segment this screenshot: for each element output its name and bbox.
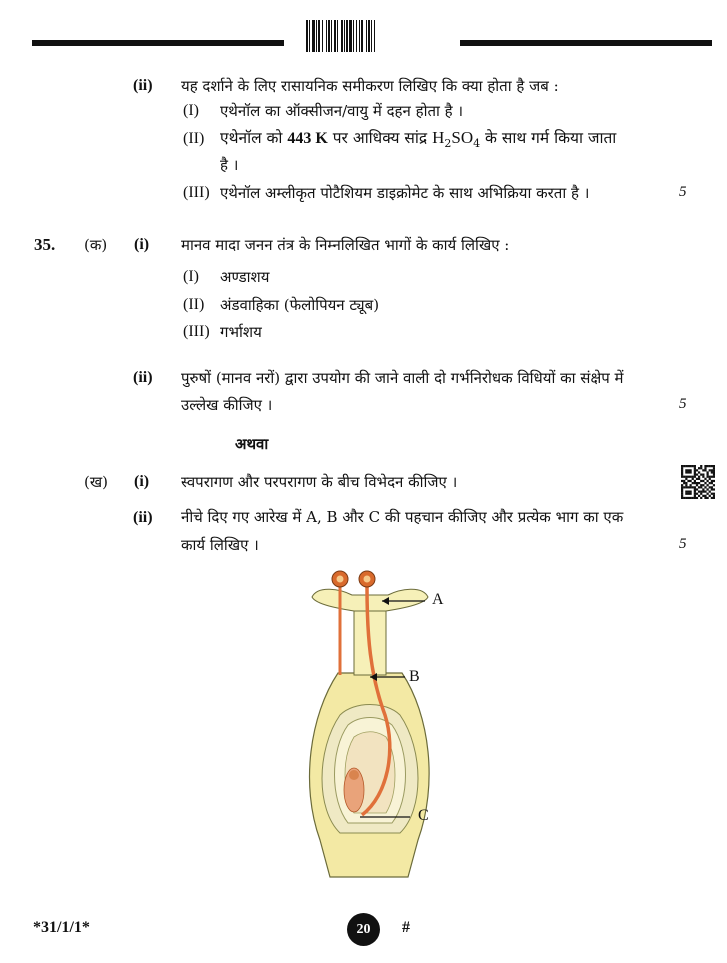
q35-part-b-label: (ख) — [84, 473, 108, 491]
q35-a-i-item-1-num: (I) — [183, 268, 199, 285]
qr-module — [692, 465, 694, 467]
qr-module — [685, 478, 687, 480]
qr-module — [696, 469, 698, 471]
qr-module — [711, 476, 713, 478]
qr-module — [698, 486, 700, 488]
qr-module — [687, 493, 689, 495]
paper-code: *31/1/1* — [33, 919, 90, 936]
q34-ii-item-3-num: (III) — [183, 184, 210, 201]
qr-module — [681, 474, 683, 476]
qr-module — [713, 495, 715, 497]
q34-ii-label: (ii) — [133, 77, 153, 94]
q35-a-i-item-1-text: अण्डाशय — [220, 268, 270, 286]
qr-module — [687, 469, 689, 471]
q34-ii-item-2-text — [220, 128, 616, 154]
barcode-bar — [356, 20, 357, 52]
qr-module — [687, 491, 689, 493]
qr-module — [698, 482, 700, 484]
stigma — [312, 589, 428, 611]
qr-module — [702, 488, 704, 490]
q34-item-2-part-c: के साथ गर्म किया जाता — [480, 129, 617, 147]
q35-a-i-text: मानव मादा जनन तंत्र के निम्नलिखित भागों के कार्य लिखिए : — [181, 236, 510, 254]
barcode-bar — [328, 20, 330, 52]
qr-module — [700, 497, 702, 499]
qr-module — [694, 482, 696, 484]
qr-module — [704, 467, 706, 469]
qr-module — [711, 493, 713, 495]
barcode-bar — [349, 20, 352, 52]
qr-module — [690, 480, 692, 482]
qr-module — [713, 465, 715, 467]
qr-module — [685, 484, 687, 486]
qr-module — [694, 486, 696, 488]
qr-module — [707, 474, 709, 476]
diagram-label-a: A — [432, 591, 444, 608]
q35-b-ii-line-1: नीचे दिए गए आरेख में A, B और C की पहचान कीजिए और प्रत्येक भाग का एक — [181, 508, 624, 526]
qr-module — [694, 471, 696, 473]
qr-module — [696, 493, 698, 495]
qr-module — [694, 488, 696, 490]
qr-module — [707, 471, 709, 473]
qr-module — [690, 491, 692, 493]
qr-module — [700, 486, 702, 488]
qr-module — [690, 469, 692, 471]
q35-a-i-label: (i) — [134, 236, 150, 253]
qr-module — [696, 482, 698, 484]
q34-ii-item-1-num: (I) — [183, 102, 199, 119]
qr-module — [687, 465, 689, 467]
qr-module — [687, 476, 689, 478]
qr-module — [690, 471, 692, 473]
q34-ii-item-1-text: एथेनॉल का ऑक्सीजन/वायु में दहन होता है । — [220, 102, 464, 120]
qr-module — [702, 484, 704, 486]
barcode-bar — [344, 20, 345, 52]
qr-module — [694, 493, 696, 495]
qr-module — [681, 476, 683, 478]
barcode-bar — [306, 20, 308, 52]
qr-module — [685, 469, 687, 471]
qr-module — [711, 488, 713, 490]
qr-module — [713, 476, 715, 478]
qr-module — [711, 469, 713, 471]
qr-module — [685, 493, 687, 495]
qr-module — [711, 497, 713, 499]
qr-module — [702, 495, 704, 497]
barcode-bar — [359, 20, 360, 52]
qr-module — [685, 476, 687, 478]
qr-module — [709, 482, 711, 484]
qr-module — [692, 482, 694, 484]
qr-module — [683, 497, 685, 499]
qr-module — [698, 467, 700, 469]
qr-module — [707, 465, 709, 467]
qr-module — [698, 471, 700, 473]
barcode-bar — [334, 20, 336, 52]
barcode-bar — [353, 20, 354, 52]
qr-module — [685, 471, 687, 473]
qr-module — [681, 497, 683, 499]
formula-h: H — [432, 128, 445, 147]
qr-module — [687, 480, 689, 482]
qr-module — [709, 469, 711, 471]
barcode-bar — [309, 20, 310, 52]
q34-ii-text: यह दर्शाने के लिए रासायनिक समीकरण लिखिए कि क्या होता है जब : — [181, 77, 559, 95]
qr-module — [713, 469, 715, 471]
q35-a-i-item-2-text: अंडवाहिका (फेलोपियन ट्यूब) — [220, 296, 380, 314]
qr-module — [709, 478, 711, 480]
qr-module — [702, 474, 704, 476]
diagram-label-c: C — [418, 807, 429, 824]
qr-module — [681, 484, 683, 486]
qr-module — [704, 491, 706, 493]
diagram-label-b: B — [409, 668, 420, 685]
qr-module — [702, 476, 704, 478]
qr-module — [709, 491, 711, 493]
q35-b-marks: 5 — [679, 536, 687, 552]
qr-module — [704, 465, 706, 467]
barcode-bar — [371, 20, 372, 52]
barcode-bar — [361, 20, 363, 52]
qr-module — [700, 484, 702, 486]
qr-module — [696, 474, 698, 476]
qr-module — [694, 467, 696, 469]
formula-so: SO — [451, 128, 474, 147]
qr-module — [707, 480, 709, 482]
qr-module — [711, 486, 713, 488]
qr-module — [713, 497, 715, 499]
q34-ii-item-3-text: एथेनॉल अम्लीकृत पोटैशियम डाइक्रोमेट के साथ अभिक्रिया करता है । — [220, 184, 590, 202]
qr-module — [709, 476, 711, 478]
q35-number: 35. — [34, 235, 56, 254]
qr-module — [692, 497, 694, 499]
q34-item-2-part-a: एथेनॉल को — [220, 129, 288, 147]
qr-module — [704, 469, 706, 471]
barcode-bar — [374, 20, 375, 52]
pollen-grain-left-core — [337, 576, 344, 583]
q35-a-ii-label: (ii) — [133, 369, 153, 386]
q34-marks: 5 — [679, 184, 687, 200]
qr-module — [704, 478, 706, 480]
qr-module — [694, 469, 696, 471]
qr-module — [707, 476, 709, 478]
q35-a-i-item-3-text: गर्भाशय — [220, 323, 262, 341]
formula-sub-2: 2 — [444, 137, 452, 150]
q35-a-ii-line-1: पुरुषों (मानव नरों) द्वारा उपयोग की जाने वाली दो गर्भनिरोधक विधियों का संक्षेप में — [181, 369, 624, 387]
barcode-bar — [337, 20, 338, 52]
barcode-bar — [318, 20, 320, 52]
qr-module — [683, 476, 685, 478]
barcode-bar — [312, 20, 315, 52]
qr-module — [681, 469, 683, 471]
qr-module — [694, 495, 696, 497]
q35-a-i-item-2-num: (II) — [183, 296, 205, 313]
qr-module — [683, 486, 685, 488]
barcode-bar — [331, 20, 332, 52]
footer-hash: # — [402, 919, 410, 936]
qr-module — [707, 497, 709, 499]
q35-b-ii-line-2: कार्य लिखिए । — [181, 536, 259, 554]
qr-module — [685, 497, 687, 499]
pollen-grain-right-core — [364, 576, 371, 583]
qr-module — [709, 465, 711, 467]
qr-module — [681, 491, 683, 493]
qr-module — [713, 474, 715, 476]
qr-module — [713, 467, 715, 469]
qr-module — [681, 467, 683, 469]
qr-module — [700, 467, 702, 469]
qr-module — [713, 493, 715, 495]
qr-module — [694, 465, 696, 467]
header-rule-right — [460, 40, 712, 46]
qr-module — [696, 478, 698, 480]
qr-module — [690, 493, 692, 495]
qr-module — [681, 493, 683, 495]
qr-module — [681, 488, 683, 490]
qr-module — [687, 471, 689, 473]
qr-module — [690, 465, 692, 467]
header-rule-left — [32, 40, 284, 46]
barcode-bar — [316, 20, 317, 52]
qr-module — [685, 491, 687, 493]
q34-ii-item-2-num: (II) — [183, 130, 205, 147]
qr-module — [683, 480, 685, 482]
or-separator: अथवा — [235, 435, 269, 453]
qr-module — [700, 493, 702, 495]
qr-module — [681, 486, 683, 488]
qr-module — [696, 484, 698, 486]
qr-module — [702, 491, 704, 493]
qr-module — [709, 495, 711, 497]
qr-module — [687, 486, 689, 488]
barcode-bar — [346, 20, 348, 52]
q35-a-ii-line-2: उल्लेख कीजिए । — [181, 396, 273, 414]
qr-module — [698, 476, 700, 478]
qr-module — [713, 471, 715, 473]
qr-module — [698, 495, 700, 497]
qr-module — [713, 484, 715, 486]
qr-module — [700, 465, 702, 467]
qr-module — [694, 476, 696, 478]
qr-module — [685, 482, 687, 484]
qr-module — [707, 484, 709, 486]
qr-module — [694, 491, 696, 493]
pistil-diagram — [290, 565, 470, 880]
qr-module — [690, 486, 692, 488]
qr-module — [704, 497, 706, 499]
qr-module — [690, 484, 692, 486]
q34-ii-item-2-continuation: है । — [220, 156, 239, 174]
q35-b-ii-label: (ii) — [133, 509, 153, 526]
qr-module — [704, 486, 706, 488]
qr-module — [711, 465, 713, 467]
qr-module — [700, 474, 702, 476]
q35-b-i-label: (i) — [134, 473, 150, 490]
qr-module — [709, 486, 711, 488]
qr-module — [681, 465, 683, 467]
q35-a-i-item-3-num: (III) — [183, 323, 210, 340]
egg-cell — [349, 770, 359, 780]
temperature-value: 443 K — [287, 130, 328, 147]
qr-module — [692, 478, 694, 480]
qr-module — [692, 476, 694, 478]
q35-a-marks: 5 — [679, 396, 687, 412]
q34-item-2-part-b: पर आधिक्य सांद्र — [327, 129, 433, 147]
qr-module — [692, 486, 694, 488]
barcode — [306, 20, 438, 52]
qr-module — [690, 476, 692, 478]
qr-module — [681, 480, 683, 482]
qr-module — [711, 480, 713, 482]
qr-module — [690, 497, 692, 499]
qr-code-icon — [681, 465, 715, 499]
qr-module — [702, 469, 704, 471]
qr-module — [711, 471, 713, 473]
q35-b-i-text: स्वपरागण और परपरागण के बीच विभेदन कीजिए । — [181, 473, 458, 491]
qr-module — [704, 482, 706, 484]
qr-module — [696, 497, 698, 499]
qr-module — [683, 482, 685, 484]
qr-module — [696, 488, 698, 490]
qr-module — [681, 495, 683, 497]
qr-module — [704, 495, 706, 497]
qr-module — [694, 480, 696, 482]
qr-module — [702, 480, 704, 482]
qr-module — [685, 486, 687, 488]
qr-module — [700, 491, 702, 493]
q35-part-a-label: (क) — [84, 236, 108, 254]
qr-module — [681, 471, 683, 473]
qr-module — [711, 482, 713, 484]
qr-module — [694, 474, 696, 476]
qr-module — [683, 465, 685, 467]
qr-module — [700, 480, 702, 482]
barcode-bar — [341, 20, 343, 52]
qr-module — [698, 478, 700, 480]
barcode-bar — [326, 20, 327, 52]
qr-module — [698, 491, 700, 493]
qr-module — [713, 488, 715, 490]
page-number: 20 — [347, 913, 380, 946]
qr-module — [707, 488, 709, 490]
qr-module — [694, 497, 696, 499]
formula-sub-4: 4 — [473, 137, 481, 150]
barcode-bar — [322, 20, 323, 52]
qr-module — [707, 493, 709, 495]
barcode-bar — [368, 20, 370, 52]
qr-module — [687, 497, 689, 499]
qr-module — [685, 465, 687, 467]
qr-module — [713, 480, 715, 482]
barcode-bar — [366, 20, 367, 52]
